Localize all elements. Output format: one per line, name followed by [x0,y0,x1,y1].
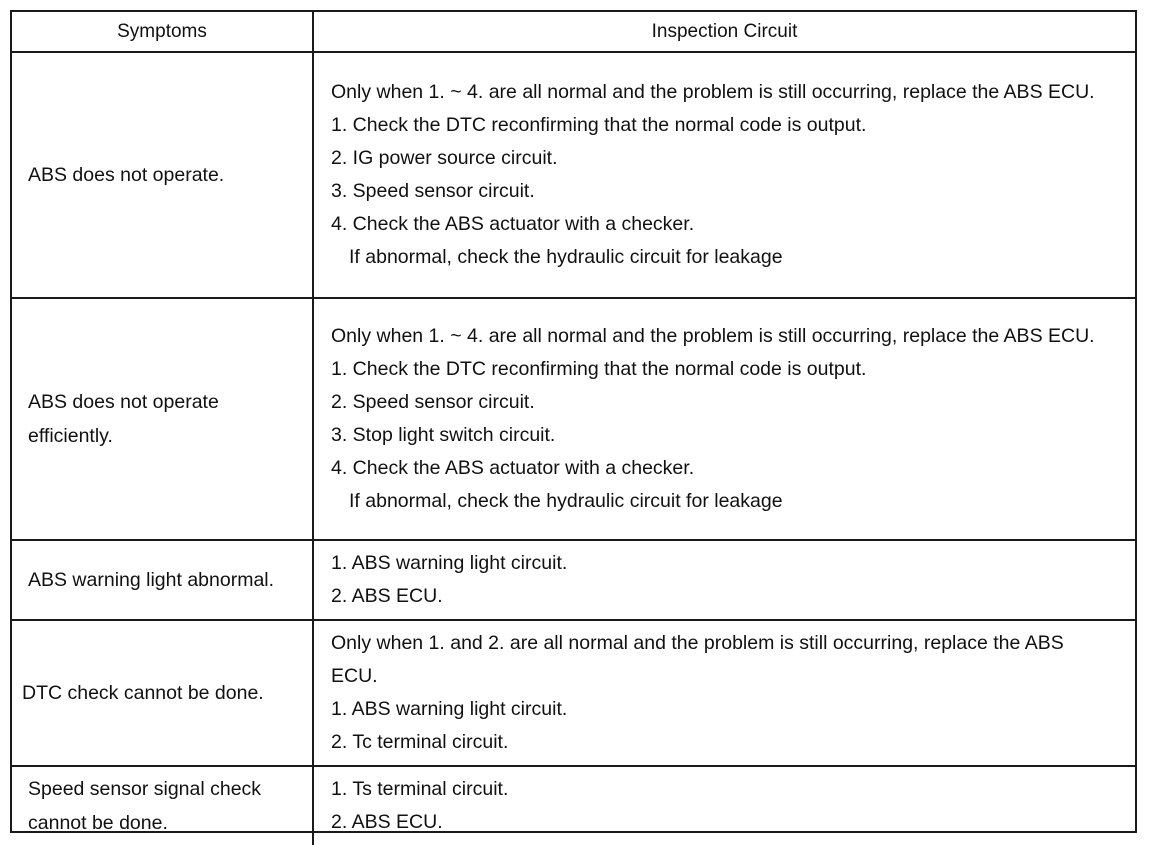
inspection-step: 1. Ts terminal circuit. [331,778,509,800]
table-row [12,766,1135,845]
inspection-step: 2. Tc terminal circuit. [331,731,509,753]
inspection-step: 2. ABS ECU. [331,585,443,607]
inspection-step: 4. Check the ABS actuator with a checker. [331,213,695,235]
inspection-table-frame [10,10,1137,833]
inspection-cell [313,52,1135,298]
symptom-cell: Speed sensor signal check cannot be done. [12,766,313,845]
symptom-cell: DTC check cannot be done. [12,620,313,766]
table-row [12,540,1135,620]
inspection-step: 1. ABS warning light circuit. [331,552,568,574]
inspection-step: 4. Check the ABS actuator with a checker. [331,457,695,479]
inspection-cell [313,620,1135,766]
replacement-condition: Only when 1. and 2. are all normal and the problem is still occurring, replace the ABS ECU. [331,632,1064,687]
inspection-note: If abnormal, check the hydraulic circuit for leakage [349,490,783,512]
inspection-step: 1. ABS warning light circuit. [331,698,568,720]
symptom-cell: ABS warning light abnormal. [12,540,313,620]
inspection-cell [313,766,1135,845]
symptom-cell: ABS does not operate. [12,52,313,298]
inspection-step: 1. Check the DTC reconfirming that the normal code is output. [331,358,867,380]
inspection-step: 3. Stop light switch circuit. [331,424,556,446]
inspection-table [12,12,1135,845]
replacement-condition: Only when 1. ~ 4. are all normal and the problem is still occurring, replace the ABS ECU. [331,81,1095,103]
table-row [12,620,1135,766]
inspection-step: 2. Speed sensor circuit. [331,391,535,413]
inspection-step: 1. Check the DTC reconfirming that the normal code is output. [331,114,867,136]
replacement-condition: Only when 1. ~ 4. are all normal and the problem is still occurring, replace the ABS ECU. [331,325,1095,347]
table-row [12,52,1135,298]
inspection-cell [313,540,1135,620]
inspection-step: 2. IG power source circuit. [331,147,558,169]
table-row [12,298,1135,540]
inspection-step: 3. Speed sensor circuit. [331,180,535,202]
table-header-row [12,12,1135,52]
inspection-note: If abnormal, check the hydraulic circuit for leakage [349,246,783,268]
symptom-cell: ABS does not operate efficiently. [12,298,313,540]
inspection-circuit-column-header: Inspection Circuit [313,12,1135,52]
symptoms-column-header: Symptoms [12,12,313,52]
inspection-step: 2. ABS ECU. [331,811,443,833]
inspection-cell [313,298,1135,540]
